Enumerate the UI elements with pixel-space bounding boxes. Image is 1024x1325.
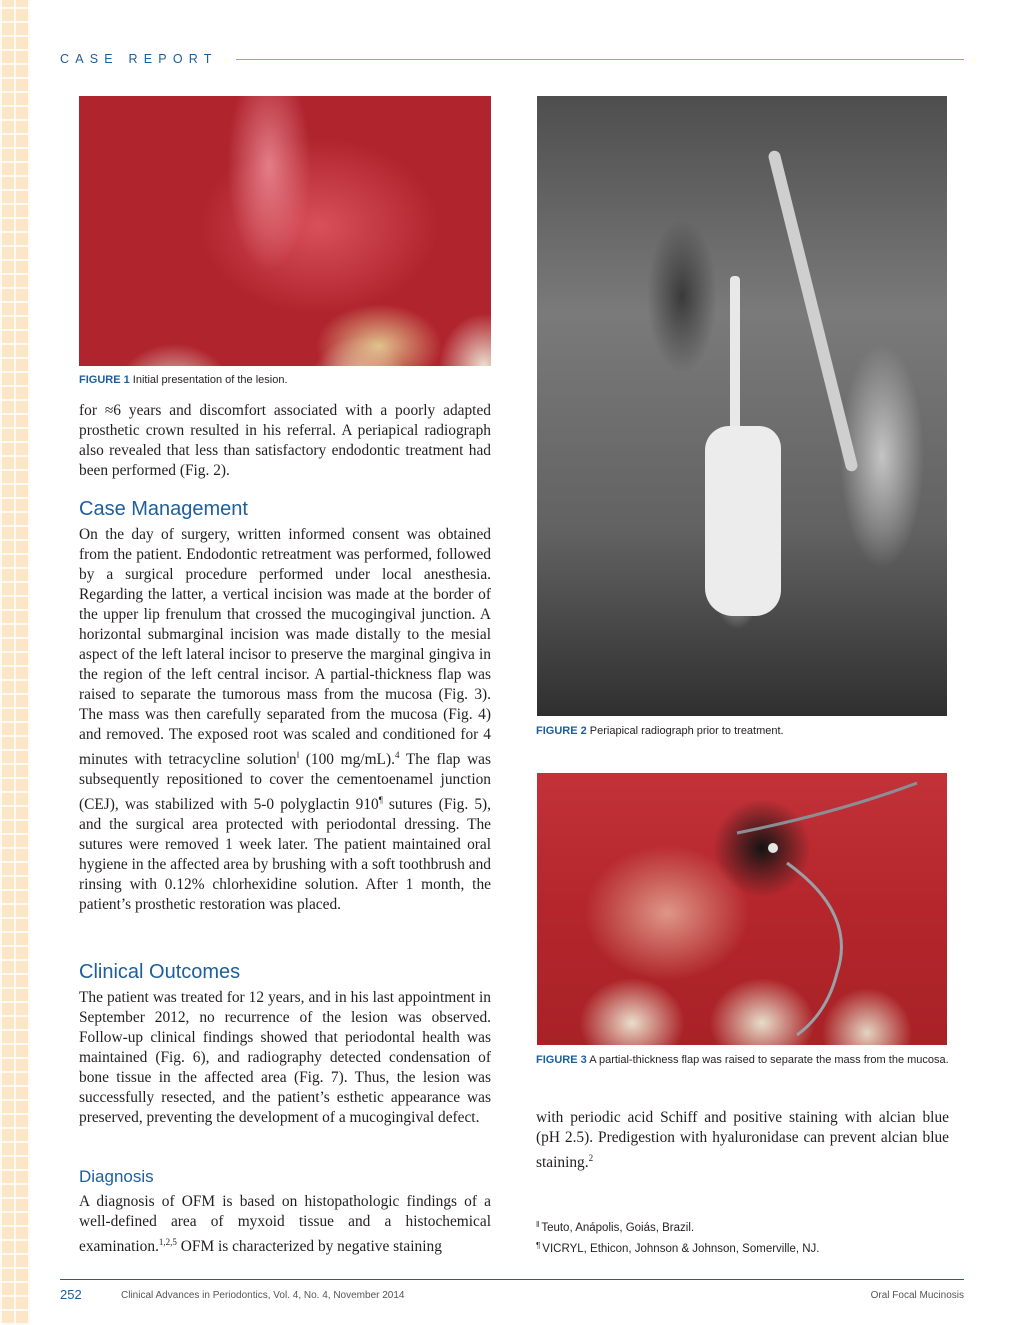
footnote-text: Teuto, Anápolis, Goiás, Brazil. (541, 1222, 695, 1234)
case-management-heading: Case Management (79, 498, 248, 520)
citation-ref-1-2-5: 1,2,5 (158, 1237, 177, 1247)
footnote-ref-teuto: ‖ (296, 750, 300, 760)
footnote-vicryl (536, 1237, 956, 1258)
header-rule (236, 59, 964, 60)
footnote-mark: ¶ (536, 1241, 541, 1250)
figure-2-radiograph (537, 96, 947, 716)
figure-3-label: FIGURE 3 (536, 1054, 587, 1066)
footer-rule (60, 1279, 964, 1280)
surgical-instrument-icon (537, 773, 947, 1045)
figure-3-caption-text: A partial-thickness flap was raised to separate the mass from the mucosa. (589, 1054, 949, 1066)
figure-3-caption (536, 1052, 949, 1068)
figure-1-caption-text: Initial presentation of the lesion. (132, 374, 288, 386)
case-management-text-a: On the day of surgery, written informed consent was obtained from the patient. Endodontic retreatment was performed, followed by a surgical procedure performed under local anesthesia. Regarding the latter, a vertical incision was made at the border of the upper lip frenulum that crossed the mucogingival junction. A horizontal submarginal incision was made distally to the mesial aspect of the left lateral incisor to preserve the marginal gingiva in the region of the left central incisor. A partial-thickness flap was raised to separate the tumorous mass from the mucosa (Fig. 3). The mass was then carefully separated from the mucosa (Fig. 4) and removed. The exposed root was scaled and conditioned for 4 minutes with tetracycline solution (79, 526, 491, 769)
clinical-outcomes-paragraph: The patient was treated for 12 years, and in his last appointment in September 2012, no recurrence of the lesion was observed. Follow-up clinical findings showed that periodontal health was maintained (Fig. 6), and radiography detected condensation of bone tissue in the affected area (Fig. 7). Thus, the lesion was successfully resected, and the patient’s esthetic appearance was preserved, preventing the development of a mucogingival defect. (79, 989, 491, 1126)
footnote-ref-vicryl: ¶ (378, 795, 383, 806)
figure-2-caption-text: Periapical radiograph prior to treatment. (589, 725, 784, 737)
diagnosis-heading: Diagnosis (79, 1167, 154, 1186)
footnotes (536, 1216, 956, 1258)
case-management-paragraph (79, 525, 491, 915)
journal-citation: Clinical Advances in Periodontics, Vol. 4, No. 4, November 2014 (121, 1290, 405, 1301)
diagnosis-text-b: OFM is characterized by negative staining (176, 1238, 442, 1256)
figure-1-caption (79, 372, 491, 388)
section-label: CASE REPORT (60, 52, 218, 66)
figure-2-label: FIGURE 2 (536, 725, 587, 737)
right-continuation-paragraph (536, 1108, 949, 1173)
citation-ref-4: 4 (394, 750, 400, 760)
running-title: Oral Focal Mucinosis (870, 1290, 964, 1301)
diagnosis-paragraph (79, 1192, 491, 1257)
page-number: 252 (60, 1287, 82, 1302)
intro-continued-paragraph: for ≈6 years and discomfort associated with a poorly adapted prosthetic crown resulted in his referral. A periapical radiograph also revealed that less than satisfactory endodontic treatment had been performed (Fig. 2). (79, 402, 491, 479)
case-management-text-b: (100 mg/mL). (299, 751, 395, 769)
radiograph-crown (705, 426, 781, 616)
citation-ref-2: 2 (588, 1153, 594, 1163)
case-management-text-c: The flap was subsequently repositioned to cover the cementoenamel junction (CEJ), was stabilized with 5-0 polyglactin 910 (79, 751, 492, 814)
figure-2-caption (536, 723, 949, 739)
clinical-outcomes-heading: Clinical Outcomes (79, 961, 241, 983)
footnote-text: VICRYL, Ethicon, Johnson & Johnson, Somerville, NJ. (542, 1243, 820, 1255)
radiograph-root-filling (767, 149, 858, 472)
right-continuation-text: with periodic acid Schiff and positive staining with alcian blue (pH 2.5). Predigestion with hyaluronidase can prevent alcian blue staining. (536, 1109, 949, 1172)
figure-3-surgical-photo (537, 773, 947, 1045)
radiograph-post (730, 276, 740, 446)
diagnosis-text-a: A diagnosis of OFM is based on histopathologic findings of a well-defined area of myxoid tissue and a histochemical examination. (79, 1193, 491, 1256)
footnote-teuto (536, 1216, 956, 1237)
decorative-side-strip (0, 0, 30, 1325)
case-management-text-d: sutures (Fig. 5), and the surgical area protected with periodontal dressing. The sutures were removed 1 week later. The patient maintained oral hygiene in the affected area by brushing with a soft toothbrush and rinsing with 0.12% chlorhexidine solution. After 1 month, the patient’s prosthetic restoration was placed. (79, 796, 491, 914)
footnote-mark: ‖ (536, 1220, 540, 1229)
figure-1-label: FIGURE 1 (79, 374, 130, 386)
figure-1-clinical-photo (79, 96, 491, 366)
